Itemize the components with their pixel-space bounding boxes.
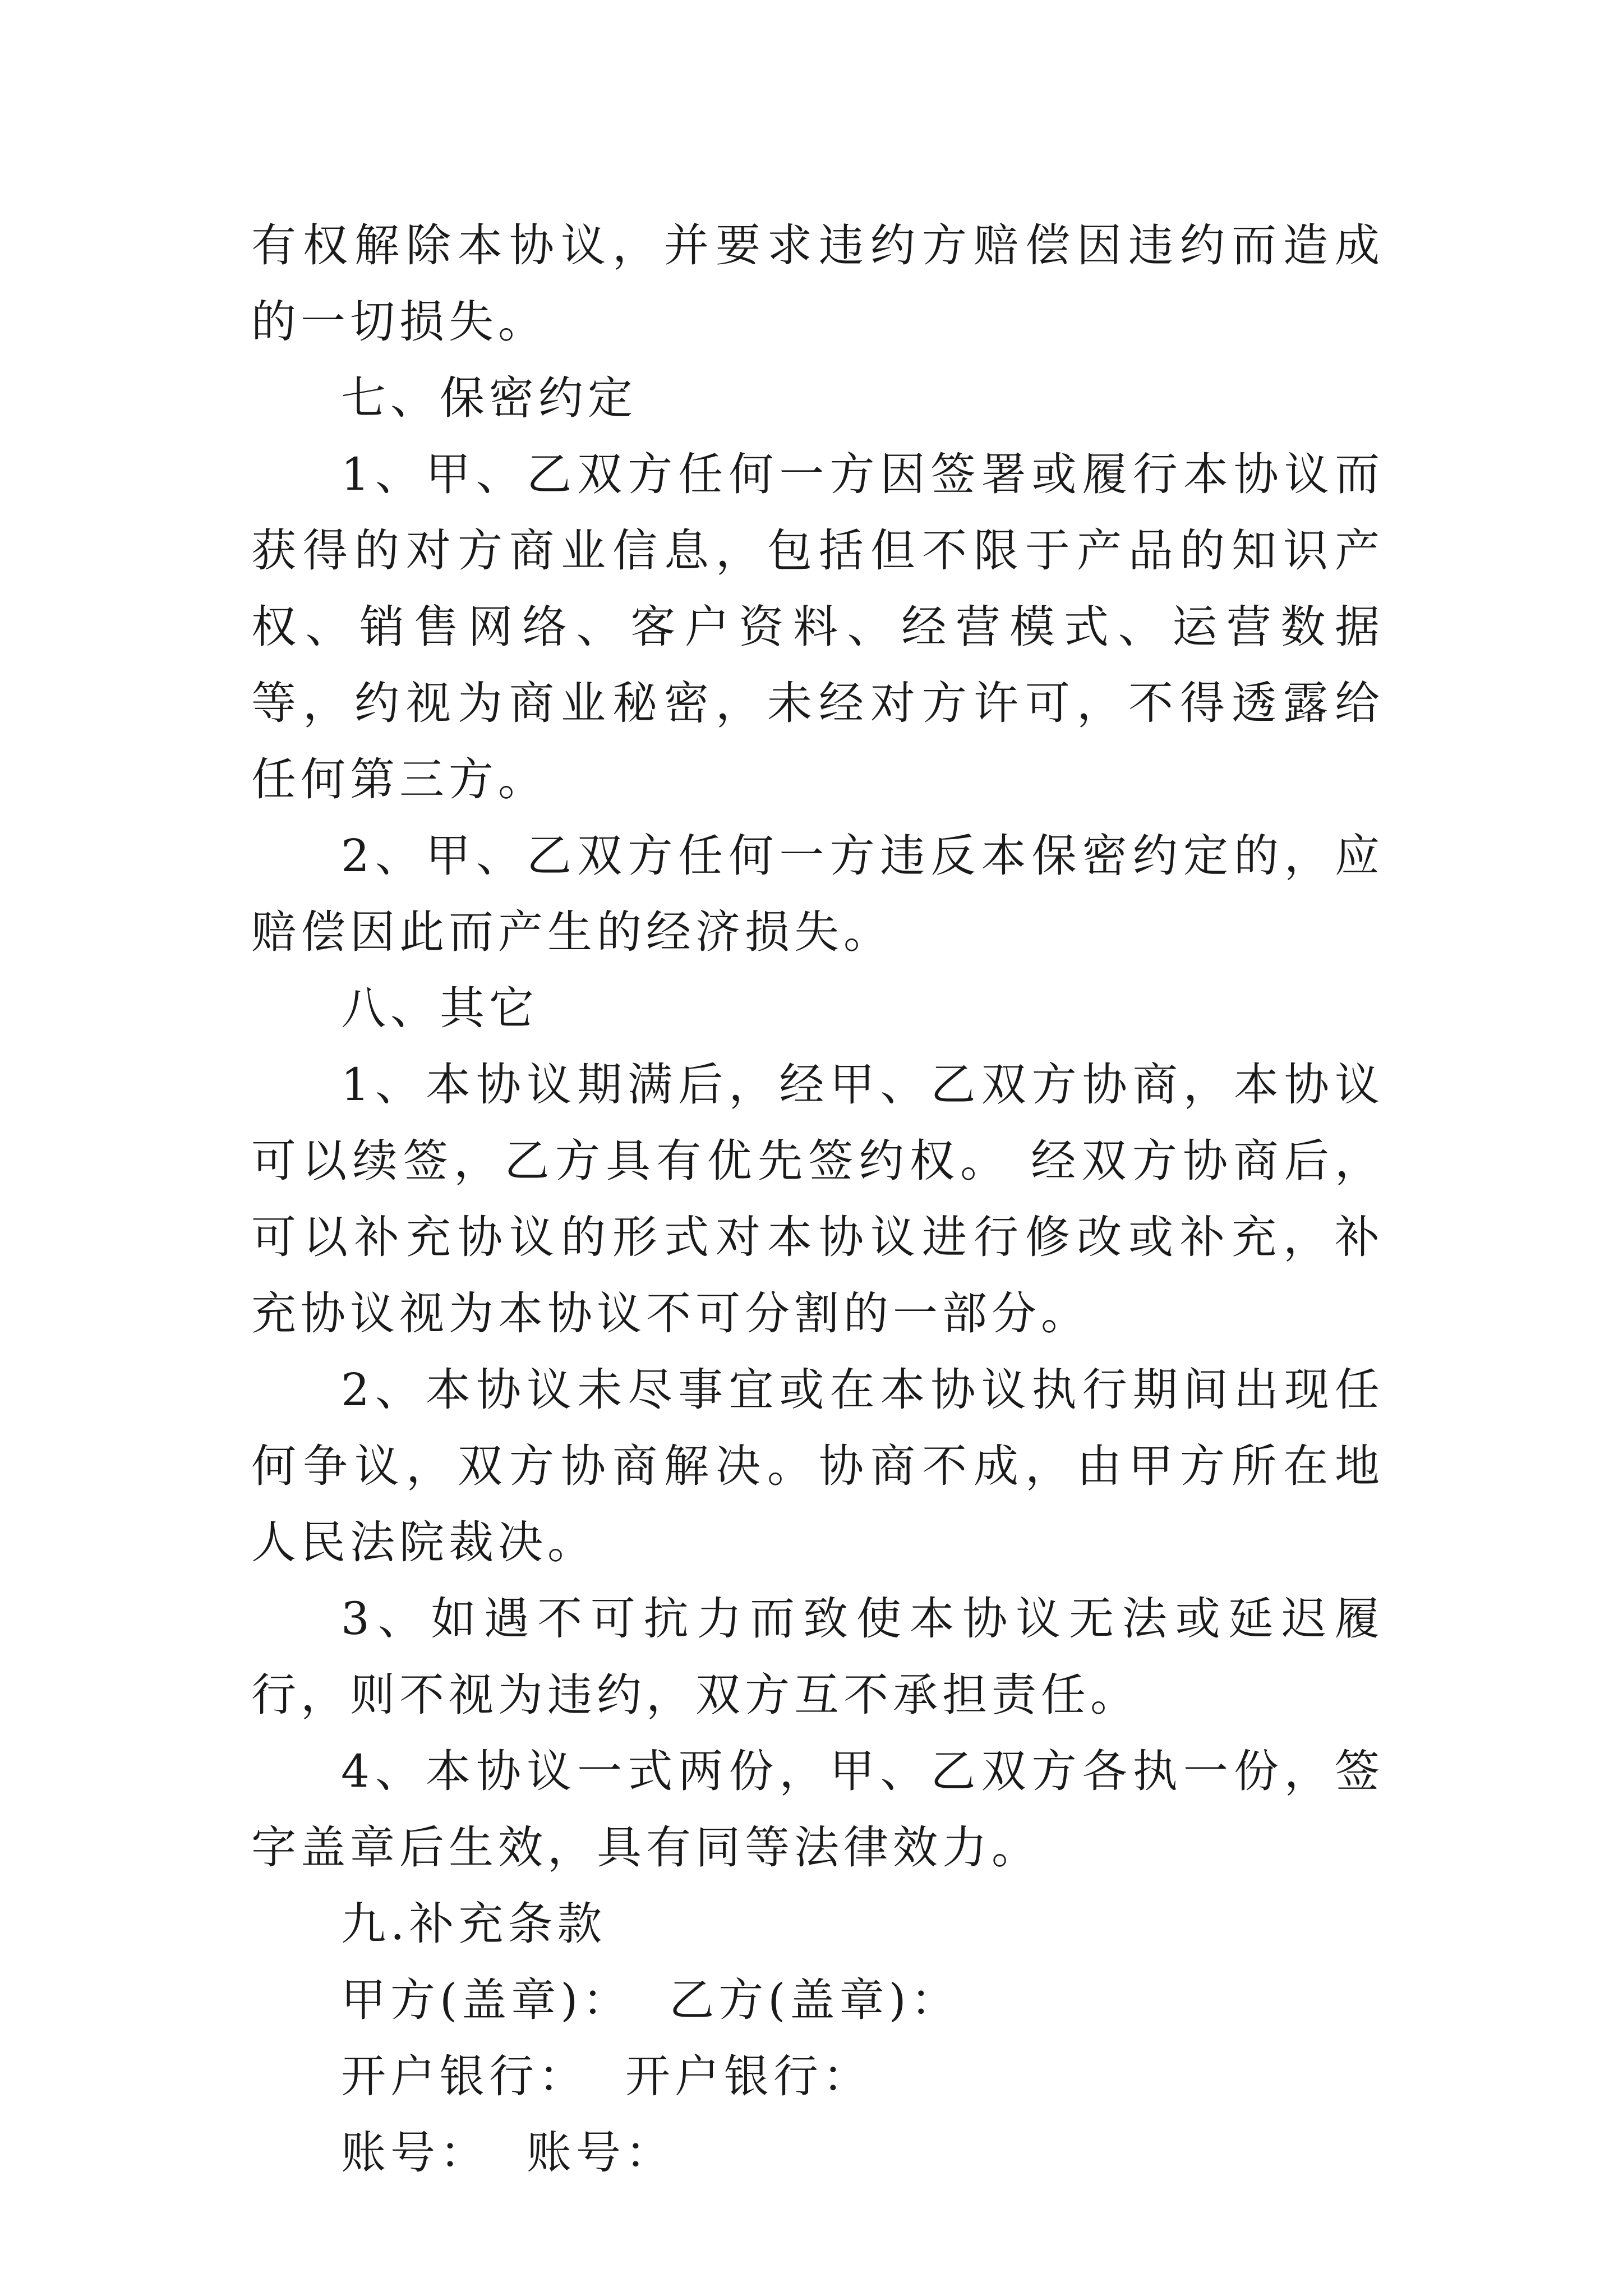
section-heading-supplementary: 九.补充条款 <box>341 1898 607 1950</box>
paragraph-other-4: 4、本协议一式两份，甲、乙双方各执一份，签字盖章后生效，具有同等法律效力。 <box>251 1745 1384 1874</box>
paragraph-other-3: 3、如遇不可抗力而致使本协议无法或延迟履行，则不视为违约，双方互不承担责任。 <box>251 1593 1384 1721</box>
section-heading-confidentiality: 七、保密约定 <box>341 372 637 424</box>
paragraph-termination-continued: 有权解除本协议，并要求违约方赔偿因违约而造成的一切损失。 <box>251 219 1384 348</box>
document-body <box>251 208 1384 2191</box>
signature-account-line: 账号： 账号： <box>341 2127 675 2179</box>
paragraph-confidentiality-1: 1、甲、乙双方任何一方因签署或履行本协议而获得的对方商业信息，包括但不限于产品的知识产权、销售网络、客户资料、经营模式、运营数据等，约视为商业秘密，未经对方许可，不得透露给任何第三方。 <box>251 448 1384 806</box>
signature-seal-line: 甲方(盖章)： 乙方(盖章)： <box>341 1974 960 2026</box>
section-heading-other: 八、其它 <box>341 982 538 1034</box>
paragraph-other-1: 1、本协议期满后，经甲、乙双方协商，本协议可以续签，乙方具有优先签约权。 经双方协商后，可以补充协议的形式对本协议进行修改或补充，补充协议视为本协议不可分割的一部分。 <box>251 1059 1384 1340</box>
signature-bank-line: 开户银行： 开户银行： <box>341 2050 872 2102</box>
paragraph-other-2: 2、本协议未尽事宜或在本协议执行期间出现任何争议，双方协商解决。协商不成，由甲方所在地人民法院裁决。 <box>251 1364 1384 1568</box>
paragraph-confidentiality-2: 2、甲、乙双方任何一方违反本保密约定的，应赔偿因此而产生的经济损失。 <box>251 830 1384 958</box>
